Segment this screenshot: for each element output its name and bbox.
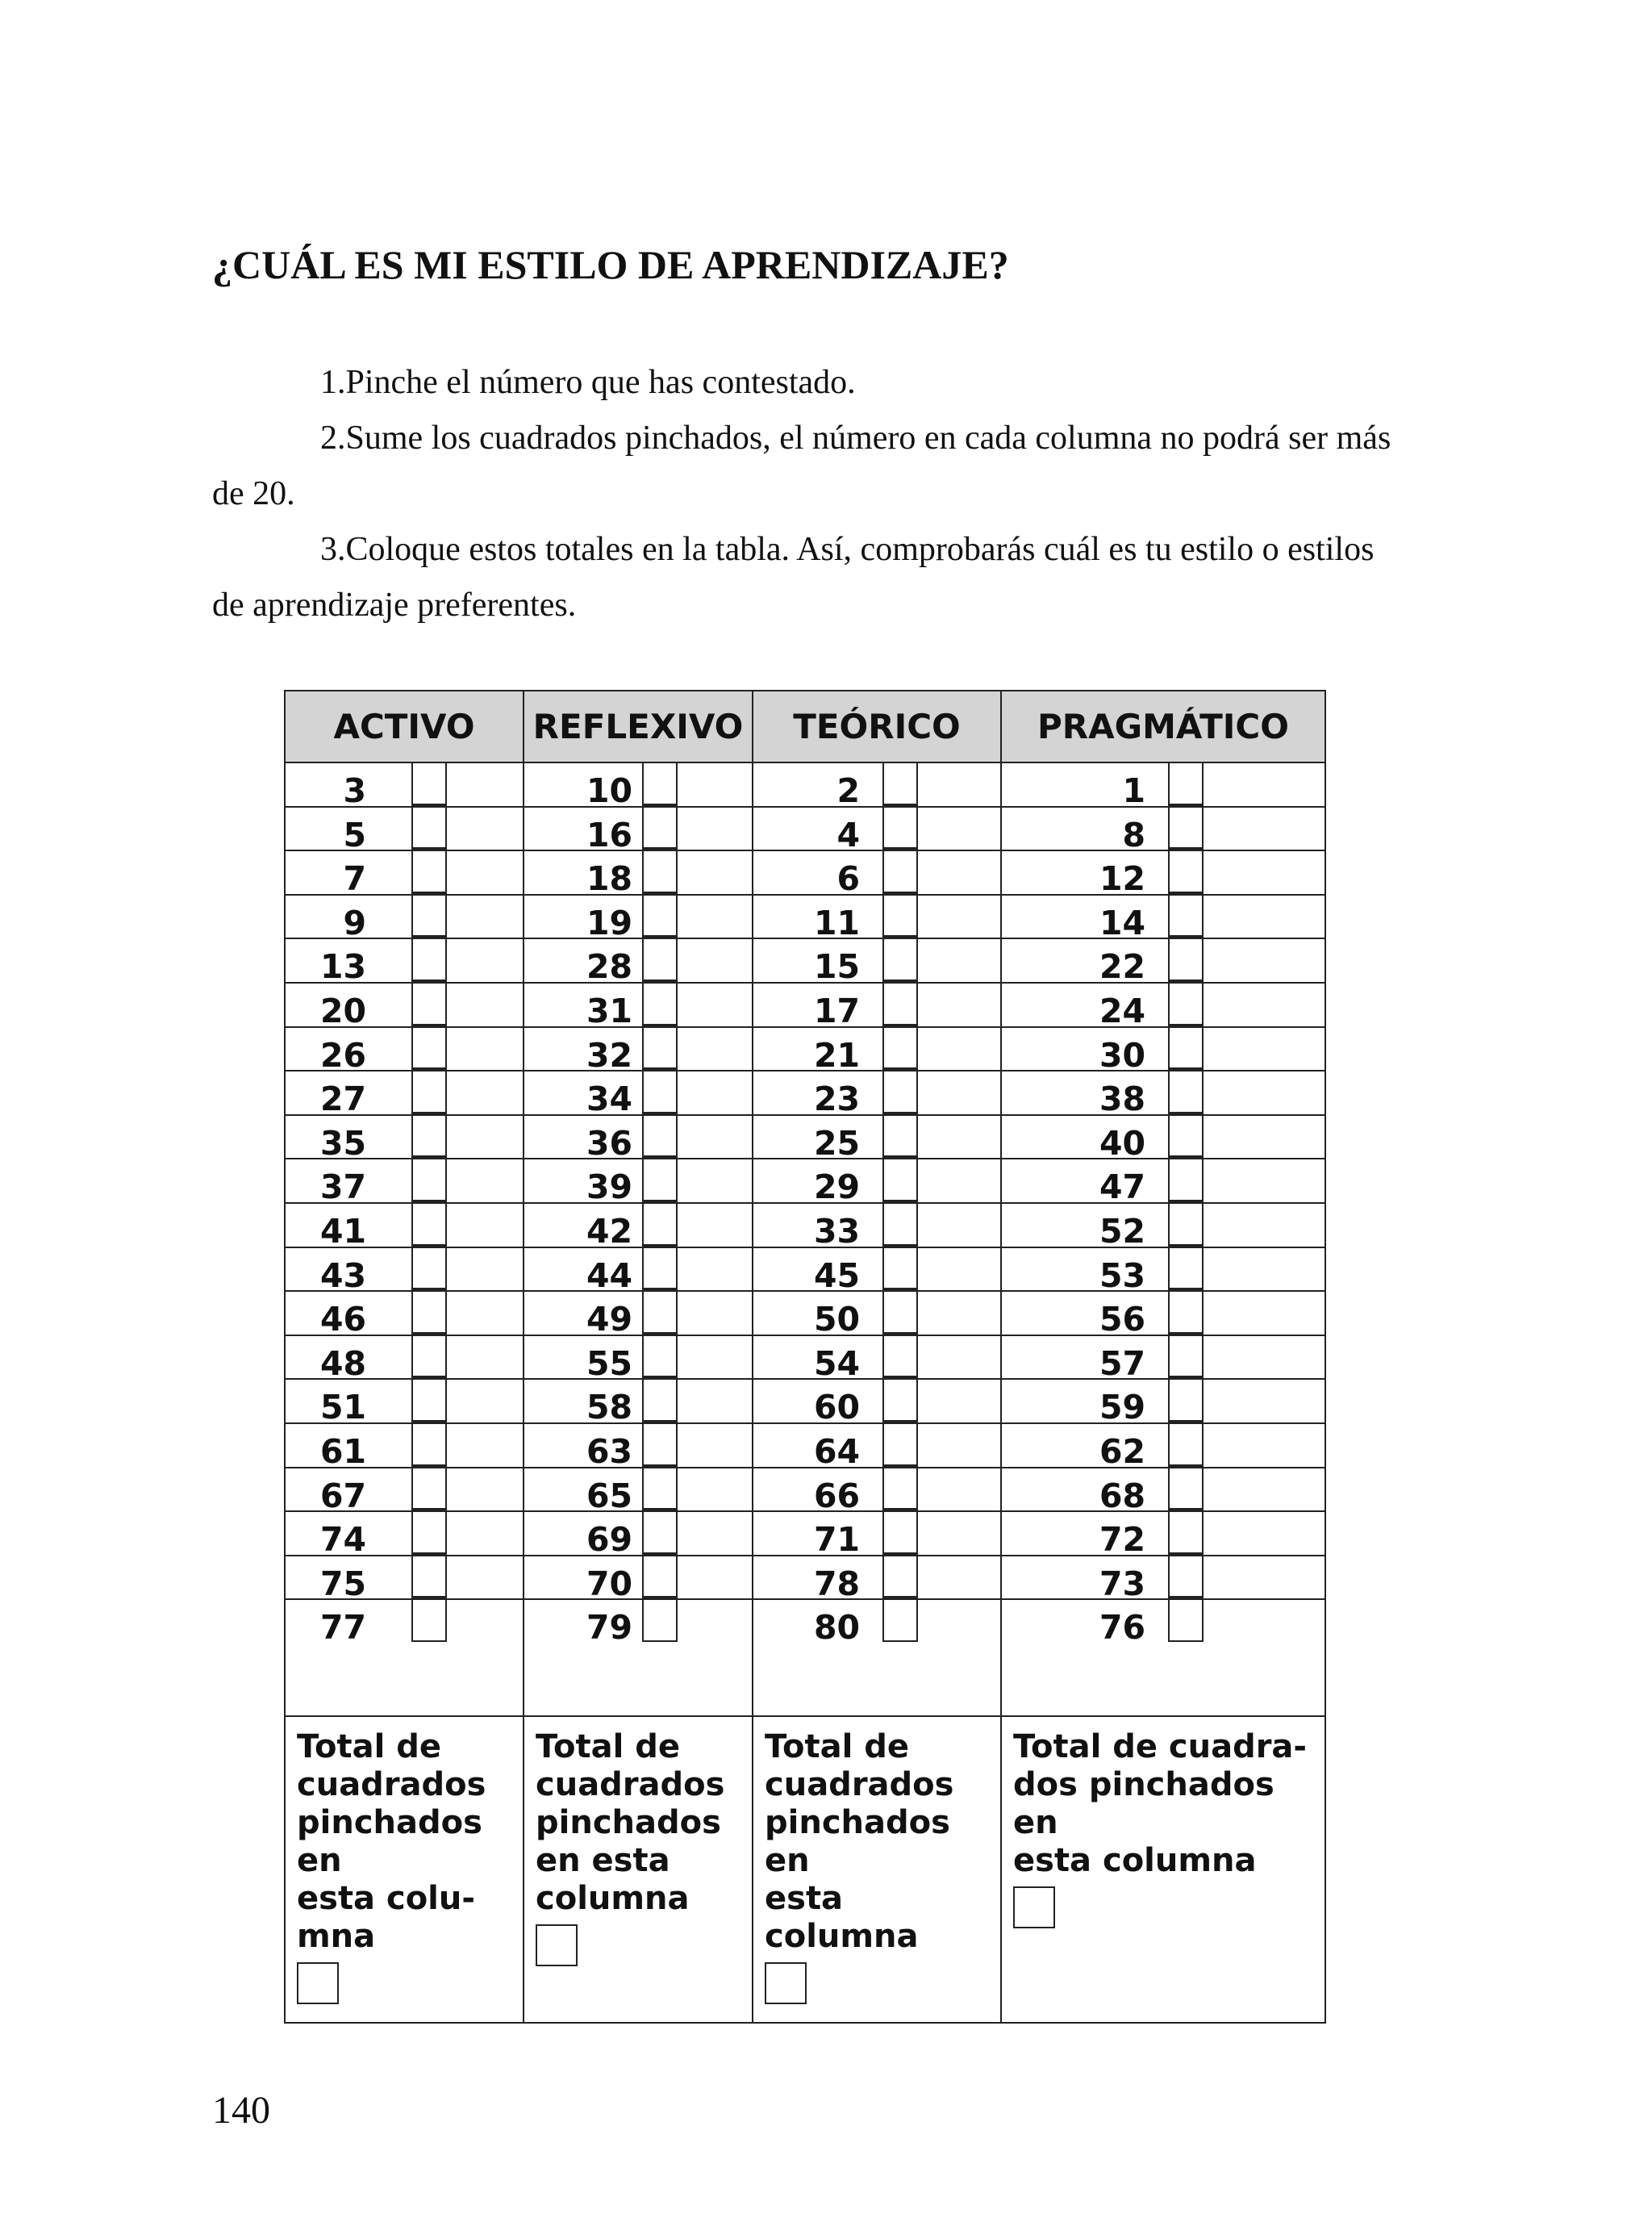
item-number: 6: [836, 859, 860, 899]
item-row: [753, 1248, 1000, 1293]
item-row: [524, 851, 752, 899]
item-number: 73: [1099, 1564, 1145, 1603]
item-checkbox[interactable]: [882, 1556, 918, 1601]
item-row: [753, 1204, 1000, 1251]
item-number: 17: [813, 991, 860, 1030]
item-checkbox[interactable]: [1168, 1600, 1204, 1642]
item-row: [1002, 1292, 1325, 1339]
item-number: 29: [813, 1168, 860, 1207]
totals-row: [285, 1716, 1325, 2023]
item-row: [524, 1204, 752, 1251]
item-checkbox[interactable]: [642, 1116, 678, 1160]
item-checkbox[interactable]: [642, 1204, 678, 1248]
item-row: [753, 1600, 1000, 1648]
item-row: [1002, 1204, 1325, 1251]
item-number: 34: [586, 1080, 632, 1119]
item-row: [753, 808, 1000, 852]
item-number: 79: [586, 1608, 632, 1648]
item-checkbox[interactable]: [1168, 1468, 1204, 1513]
item-number: 49: [586, 1300, 632, 1339]
item-checkbox[interactable]: [411, 763, 447, 808]
item-row: [753, 1071, 1000, 1119]
item-row: [753, 1116, 1000, 1163]
item-checkbox[interactable]: [411, 1159, 447, 1204]
item-number: 46: [319, 1300, 366, 1339]
item-row: [286, 1380, 523, 1427]
item-checkbox[interactable]: [1168, 1336, 1204, 1381]
item-number: 77: [319, 1608, 366, 1648]
item-number: 53: [1099, 1255, 1145, 1295]
item-row: [1002, 1028, 1325, 1075]
item-checkbox[interactable]: [1168, 939, 1204, 984]
item-number: 13: [319, 947, 366, 987]
item-number: 35: [319, 1123, 366, 1163]
item-number: 41: [319, 1211, 366, 1251]
total-label: Total de cuadrados pinchados en esta colu- mna: [297, 1728, 486, 1955]
item-checkbox[interactable]: [411, 1512, 447, 1556]
item-checkbox[interactable]: [642, 1556, 678, 1601]
item-row: [753, 896, 1000, 940]
total-label: Total de cuadra- dos pinchados en esta columna: [1013, 1728, 1308, 1879]
item-checkbox[interactable]: [642, 1468, 678, 1513]
item-row: [1002, 1336, 1325, 1381]
item-row: [753, 1028, 1000, 1075]
item-checkbox[interactable]: [642, 984, 678, 1028]
item-checkbox[interactable]: [882, 1159, 918, 1204]
instruction-3: 3.Coloque estos totales en la tabla. Así, comprobarás cuál es tu estilo o estilos de aprendizaje preferentes.: [212, 531, 1375, 624]
item-number: 54: [813, 1343, 860, 1383]
item-checkbox[interactable]: [642, 1071, 678, 1116]
item-row: [753, 1424, 1000, 1471]
item-number: 19: [586, 903, 632, 942]
item-checkbox[interactable]: [411, 1336, 447, 1381]
item-number: 64: [813, 1431, 860, 1471]
item-number: 60: [813, 1388, 860, 1427]
item-row: [286, 1116, 523, 1163]
item-row: [524, 896, 752, 940]
item-row: [1002, 939, 1325, 987]
item-number: 9: [343, 903, 366, 942]
item-checkbox[interactable]: [1168, 1028, 1204, 1072]
instructions: [212, 355, 1398, 633]
item-row: [524, 1159, 752, 1207]
item-checkbox[interactable]: [882, 1292, 918, 1336]
item-row: [1002, 1159, 1325, 1207]
item-checkbox[interactable]: [882, 1380, 918, 1424]
item-row: [286, 1028, 523, 1075]
item-checkbox[interactable]: [411, 1292, 447, 1336]
item-checkbox[interactable]: [1168, 1556, 1204, 1601]
item-row: [1002, 896, 1325, 940]
item-checkbox[interactable]: [1168, 808, 1204, 852]
header-teorico: TEÓRICO: [753, 691, 1001, 762]
item-checkbox[interactable]: [642, 1292, 678, 1336]
item-row: [753, 763, 1000, 808]
item-row: [286, 1336, 523, 1381]
item-checkbox[interactable]: [411, 939, 447, 984]
item-number: 5: [343, 815, 366, 854]
item-number: 12: [1099, 859, 1145, 899]
item-checkbox[interactable]: [411, 1600, 447, 1642]
item-number: 32: [586, 1035, 632, 1075]
item-row: [753, 1159, 1000, 1207]
item-checkbox[interactable]: [411, 896, 447, 940]
item-checkbox[interactable]: [882, 1336, 918, 1381]
item-row: [524, 984, 752, 1028]
item-number: 55: [586, 1343, 632, 1383]
item-row: [1002, 1512, 1325, 1560]
item-checkbox[interactable]: [411, 1556, 447, 1601]
item-number: 62: [1099, 1431, 1145, 1471]
item-row: [286, 763, 523, 808]
item-row: [1002, 1380, 1325, 1427]
header-activo: ACTIVO: [285, 691, 524, 762]
item-checkbox[interactable]: [411, 1248, 447, 1293]
item-number: 75: [319, 1564, 366, 1603]
total-teorico: [753, 1716, 1001, 2023]
item-number: 11: [813, 903, 860, 942]
item-number: 4: [836, 815, 860, 854]
item-row: [753, 1468, 1000, 1513]
item-number: 24: [1099, 991, 1145, 1030]
item-checkbox[interactable]: [1168, 984, 1204, 1028]
item-number: 67: [319, 1476, 366, 1515]
item-number: 10: [586, 771, 632, 810]
item-checkbox[interactable]: [642, 1336, 678, 1381]
item-checkbox[interactable]: [1168, 1380, 1204, 1424]
item-row: [286, 1071, 523, 1119]
item-row: [524, 1380, 752, 1427]
item-row: [524, 1292, 752, 1339]
total-checkbox[interactable]: [1013, 1886, 1055, 1928]
item-checkbox[interactable]: [882, 984, 918, 1028]
item-checkbox[interactable]: [642, 851, 678, 896]
item-number: 37: [319, 1168, 366, 1207]
item-row: [524, 1600, 752, 1648]
item-number: 42: [586, 1211, 632, 1251]
item-number: 68: [1099, 1476, 1145, 1515]
item-number: 23: [813, 1080, 860, 1119]
item-number: 8: [1122, 815, 1145, 854]
item-number: 80: [813, 1608, 860, 1648]
item-checkbox[interactable]: [411, 1380, 447, 1424]
column-activo: [285, 762, 524, 1716]
item-checkbox[interactable]: [642, 1159, 678, 1204]
item-row: [524, 1248, 752, 1293]
item-number: 36: [586, 1123, 632, 1163]
item-checkbox[interactable]: [642, 1028, 678, 1072]
item-checkbox[interactable]: [411, 851, 447, 896]
item-number: 3: [343, 771, 366, 810]
item-row: [753, 1556, 1000, 1601]
item-checkbox[interactable]: [1168, 763, 1204, 808]
item-checkbox[interactable]: [411, 1028, 447, 1072]
item-checkbox[interactable]: [1168, 1424, 1204, 1468]
item-number: 47: [1099, 1168, 1145, 1207]
item-row: [286, 1424, 523, 1471]
item-number: 45: [813, 1255, 860, 1295]
item-row: [753, 1336, 1000, 1381]
item-checkbox[interactable]: [882, 896, 918, 940]
item-checkbox[interactable]: [411, 1204, 447, 1248]
item-row: [524, 1028, 752, 1075]
item-number: 26: [319, 1035, 366, 1075]
item-checkbox[interactable]: [642, 1380, 678, 1424]
instruction-2: 2.Sume los cuadrados pinchados, el número en cada columna no podrá ser más de 20.: [212, 420, 1391, 512]
item-row: [286, 939, 523, 987]
header-pragmatico: PRAGMÁTICO: [1001, 691, 1325, 762]
item-checkbox[interactable]: [882, 1512, 918, 1556]
item-row: [753, 939, 1000, 987]
item-row: [1002, 1116, 1325, 1163]
item-row: [1002, 984, 1325, 1028]
item-checkbox[interactable]: [882, 1116, 918, 1160]
total-activo: [285, 1716, 524, 2023]
item-row: [1002, 808, 1325, 852]
item-number: 63: [586, 1431, 632, 1471]
item-number: 27: [319, 1080, 366, 1119]
item-checkbox[interactable]: [411, 1468, 447, 1513]
item-checkbox[interactable]: [882, 1248, 918, 1293]
item-row: [753, 1512, 1000, 1560]
instruction-1: 1.Pinche el número que has contestado.: [320, 364, 856, 401]
item-checkbox[interactable]: [411, 1116, 447, 1160]
item-number: 14: [1099, 903, 1145, 942]
item-checkbox[interactable]: [1168, 1512, 1204, 1556]
item-checkbox[interactable]: [642, 939, 678, 984]
total-label: Total de cuadrados pinchados en esta columna: [536, 1728, 725, 1917]
item-row: [286, 1468, 523, 1513]
header-reflexivo: REFLEXIVO: [524, 691, 753, 762]
column-teorico: [753, 762, 1001, 1716]
total-reflexivo: [524, 1716, 753, 2023]
item-number: 65: [586, 1476, 632, 1515]
item-number: 38: [1099, 1080, 1145, 1119]
item-row: [286, 851, 523, 899]
item-row: [286, 1512, 523, 1560]
item-number: 39: [586, 1168, 632, 1207]
item-number: 30: [1099, 1035, 1145, 1075]
item-row: [524, 763, 752, 808]
item-number: 33: [813, 1211, 860, 1251]
item-number: 44: [586, 1255, 632, 1295]
column-reflexivo: [524, 762, 753, 1716]
item-number: 52: [1099, 1211, 1145, 1251]
item-checkbox[interactable]: [1168, 1071, 1204, 1116]
item-number: 21: [813, 1035, 860, 1075]
item-row: [1002, 1556, 1325, 1601]
item-number: 31: [586, 991, 632, 1030]
item-number: 70: [586, 1564, 632, 1603]
item-row: [1002, 763, 1325, 808]
item-number: 59: [1099, 1388, 1145, 1427]
item-checkbox[interactable]: [882, 1600, 918, 1642]
item-row: [524, 1468, 752, 1513]
total-checkbox[interactable]: [765, 1962, 807, 2004]
item-row: [286, 984, 523, 1028]
item-number: 58: [586, 1388, 632, 1427]
item-row: [286, 1248, 523, 1293]
item-checkbox[interactable]: [411, 1424, 447, 1468]
item-checkbox[interactable]: [1168, 1292, 1204, 1336]
item-number: 69: [586, 1520, 632, 1560]
item-row: [1002, 1600, 1325, 1648]
item-checkbox[interactable]: [882, 1424, 918, 1468]
learning-style-table: [284, 690, 1326, 2024]
item-row: [286, 808, 523, 852]
items-row: [285, 762, 1325, 1716]
item-number: 40: [1099, 1123, 1145, 1163]
item-row: [286, 1556, 523, 1601]
item-row: [286, 896, 523, 940]
item-number: 15: [813, 947, 860, 987]
item-row: [524, 1071, 752, 1119]
item-checkbox[interactable]: [642, 1600, 678, 1642]
item-checkbox[interactable]: [882, 808, 918, 852]
item-checkbox[interactable]: [1168, 1248, 1204, 1293]
page-title: ¿CUÁL ES MI ESTILO DE APRENDIZAJE?: [212, 242, 1009, 287]
item-checkbox[interactable]: [642, 808, 678, 852]
item-row: [1002, 1424, 1325, 1471]
item-checkbox[interactable]: [1168, 851, 1204, 896]
item-number: 25: [813, 1123, 860, 1163]
item-checkbox[interactable]: [882, 851, 918, 896]
item-row: [524, 939, 752, 987]
item-row: [524, 1424, 752, 1471]
item-number: 74: [319, 1520, 366, 1560]
item-checkbox[interactable]: [411, 1071, 447, 1116]
item-row: [753, 984, 1000, 1028]
item-checkbox[interactable]: [642, 1248, 678, 1293]
item-checkbox[interactable]: [1168, 1204, 1204, 1248]
item-number: 51: [319, 1388, 366, 1427]
item-row: [753, 1380, 1000, 1427]
item-row: [286, 1159, 523, 1207]
item-number: 76: [1099, 1608, 1145, 1648]
total-checkbox[interactable]: [297, 1962, 339, 2004]
item-number: 18: [586, 859, 632, 899]
item-checkbox[interactable]: [882, 1071, 918, 1116]
item-number: 71: [813, 1520, 860, 1560]
item-row: [524, 1116, 752, 1163]
item-row: [753, 1292, 1000, 1339]
item-number: 1: [1122, 771, 1145, 810]
item-checkbox[interactable]: [882, 939, 918, 984]
item-row: [524, 1336, 752, 1381]
item-number: 56: [1099, 1300, 1145, 1339]
item-row: [524, 1512, 752, 1560]
item-row: [286, 1600, 523, 1648]
item-row: [1002, 1468, 1325, 1513]
item-checkbox[interactable]: [882, 1468, 918, 1513]
total-pragmatico: [1001, 1716, 1325, 2023]
item-number: 66: [813, 1476, 860, 1515]
item-number: 2: [836, 771, 860, 810]
item-number: 28: [586, 947, 632, 987]
total-label: Total de cuadrados pinchados en esta columna: [765, 1728, 954, 1955]
item-checkbox[interactable]: [882, 1204, 918, 1248]
total-checkbox[interactable]: [536, 1924, 578, 1966]
item-number: 57: [1099, 1343, 1145, 1383]
item-checkbox[interactable]: [411, 808, 447, 852]
item-number: 22: [1099, 947, 1145, 987]
item-checkbox[interactable]: [642, 763, 678, 808]
item-number: 16: [586, 815, 632, 854]
item-row: [524, 808, 752, 852]
item-number: 50: [813, 1300, 860, 1339]
item-checkbox[interactable]: [642, 1512, 678, 1556]
item-row: [1002, 1071, 1325, 1119]
item-row: [524, 1556, 752, 1601]
item-row: [1002, 1248, 1325, 1293]
item-row: [286, 1204, 523, 1251]
item-checkbox[interactable]: [1168, 1116, 1204, 1160]
page-number: 140: [212, 2089, 270, 2132]
item-checkbox[interactable]: [642, 1424, 678, 1468]
item-checkbox[interactable]: [1168, 896, 1204, 940]
item-checkbox[interactable]: [882, 763, 918, 808]
item-checkbox[interactable]: [642, 896, 678, 940]
item-row: [753, 851, 1000, 899]
item-checkbox[interactable]: [1168, 1159, 1204, 1204]
column-pragmatico: [1001, 762, 1325, 1716]
item-number: 72: [1099, 1520, 1145, 1560]
item-number: 78: [813, 1564, 860, 1603]
item-number: 48: [319, 1343, 366, 1383]
item-number: 20: [319, 991, 366, 1030]
header-row: [285, 691, 1325, 762]
item-number: 61: [319, 1431, 366, 1471]
item-number: 43: [319, 1255, 366, 1295]
item-checkbox[interactable]: [882, 1028, 918, 1072]
item-row: [286, 1292, 523, 1339]
item-checkbox[interactable]: [411, 984, 447, 1028]
item-number: 7: [343, 859, 366, 899]
item-row: [1002, 851, 1325, 899]
